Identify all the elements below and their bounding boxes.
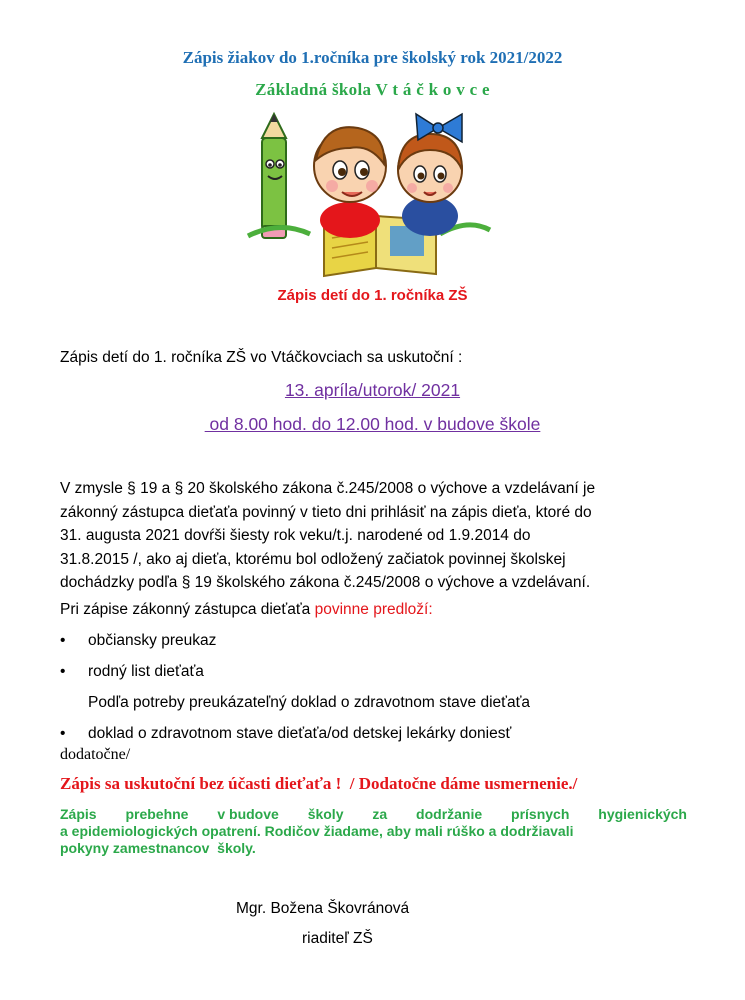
word: za [372, 806, 388, 822]
hygiene-notice-line: a epidemiologických opatrení. Rodičov žiadame, aby mali rúško a dodržiavali [60, 823, 574, 839]
enrollment-date: 13. apríla/utorok/ 2021 [284, 380, 461, 400]
required-documents-intro [60, 601, 433, 619]
word: hygienických [598, 806, 687, 822]
word: školy [307, 806, 344, 822]
list-item-continuation: dodatočne/ [60, 746, 131, 763]
list-item-label: doklad o zdravotnom stave dieťaťa/od detskej lekárky doniesť [88, 725, 512, 742]
list-item-label: rodný list dieťaťa [88, 663, 204, 680]
bullet-icon: • [60, 725, 66, 742]
word: dodržanie [416, 806, 483, 822]
boy-icon [314, 127, 386, 238]
girl-icon [398, 114, 462, 236]
required-documents-prefix: Pri zápise zákonný zástupca dieťaťa [60, 601, 315, 618]
legal-line: 31. augusta 2021 dovŕši šiesty rok veku/t.j. narodené od 1.9.2014 do [60, 527, 531, 544]
word: prísnych [511, 806, 570, 822]
bullet-icon: • [60, 663, 66, 680]
list-item [60, 663, 204, 681]
word: Zápis [60, 806, 97, 822]
hygiene-notice-line [60, 806, 687, 823]
legal-line: dochádzky podľa § 19 školského zákona č.245/2008 o výchove a vzdelávaní. [60, 574, 591, 591]
list-item-label: občiansky preukaz [88, 632, 217, 649]
word: v budove [217, 806, 279, 822]
school-name: Základná škola V t á č k o v c e [255, 80, 490, 99]
hygiene-notice-line: pokyny zamestnancov školy. [60, 840, 256, 856]
hygiene-notice [60, 806, 687, 857]
pencil-icon [262, 114, 286, 238]
required-documents-emphasis: povinne predloží: [314, 601, 433, 618]
legal-line: V zmysle § 19 a § 20 školského zákona č.245/2008 o výchove a vzdelávaní je [60, 480, 596, 497]
optional-document-note: Podľa potreby preukázateľný doklad o zdravotnom stave dieťaťa [88, 694, 531, 711]
bullet-icon: • [60, 632, 66, 649]
legal-line: 31.8.2015 /, ako aj dieťa, ktorému bol odložený začiatok povinnej školskej [60, 550, 566, 568]
list-item [60, 632, 216, 650]
intro-text: Zápis detí do 1. ročníka ZŠ vo Vtáčkovciach sa uskutoční : [60, 349, 463, 366]
signatory-name: Mgr. Božena Škovránová [236, 900, 410, 917]
legal-line: zákonný zástupca dieťaťa povinný v tieto dni prihlásiť na zápis dieťa, ktoré do [60, 503, 592, 521]
enrollment-time: od 8.00 hod. do 12.00 hod. v budove škole [204, 414, 541, 434]
legal-paragraph [60, 477, 690, 595]
list-item [60, 725, 511, 743]
attendance-notice: Zápis sa uskutoční bez účasti dieťaťa ! / Dodatočne dáme usmernenie./ [60, 774, 578, 793]
document-title: Zápis žiakov do 1.ročníka pre školský rok 2021/2022 [182, 48, 563, 67]
signatory-role: riaditeľ ZŠ [302, 930, 373, 947]
word: prebehne [125, 806, 189, 822]
children-reading-book-with-pencil-illustration [240, 108, 500, 280]
enrollment-heading: Zápis detí do 1. ročníka ZŠ [277, 287, 468, 304]
